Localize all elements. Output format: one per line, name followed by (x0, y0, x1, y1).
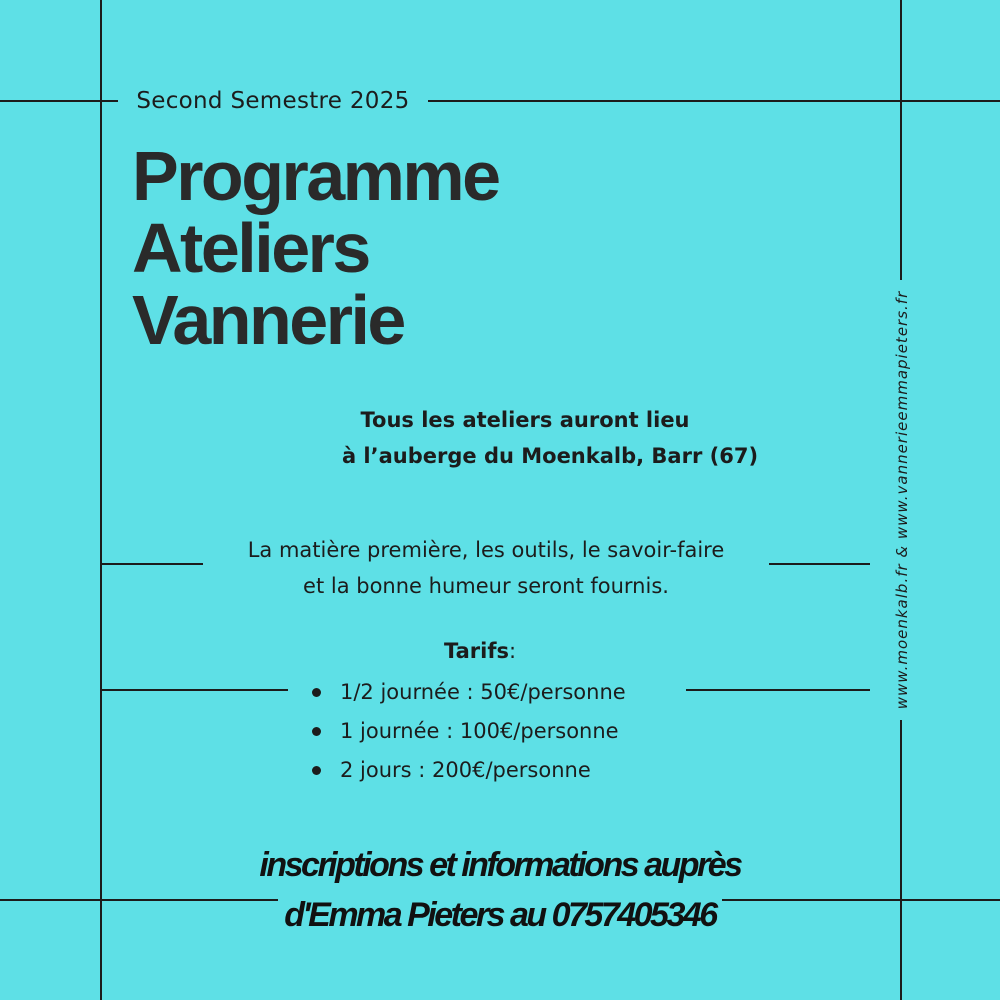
frame-line-left (100, 0, 102, 1000)
tarifs-heading (444, 636, 516, 666)
title-line-2: Ateliers (132, 209, 369, 287)
supplies-info (203, 532, 769, 604)
semester-label: Second Semestre 2025 (118, 86, 428, 116)
page-title (132, 137, 652, 359)
bullet-icon (312, 727, 321, 736)
price-item: 1/2 journée : 50€/personne (288, 673, 686, 712)
price-item: 1 journée : 100€/personne (288, 712, 686, 751)
venue-line-2: à l’auberge du Moenkalb, Barr (67) (341, 444, 759, 468)
tarifs-colon: : (508, 639, 517, 663)
venue-info (200, 402, 900, 474)
supplies-line-2: et la bonne humeur seront fournis. (303, 574, 669, 598)
title-line-1: Programme (132, 137, 499, 215)
contact-line-2: d'Emma Pieters au 0757405346 (278, 890, 721, 940)
venue-line-1: Tous les ateliers auront lieu (360, 408, 690, 432)
price-list (288, 673, 686, 790)
contact-line-1: inscriptions et informations auprès (259, 846, 741, 884)
bullet-icon (312, 688, 321, 697)
tarifs-label: Tarifs (444, 639, 509, 663)
price-item: 2 jours : 200€/personne (288, 751, 686, 790)
website-links: www.moenkalb.fr & www.vannerieemmapieters.fr (888, 280, 916, 720)
contact-info (200, 840, 800, 940)
supplies-line-1: La matière première, les outils, le savoir-faire (247, 538, 725, 562)
title-line-3: Vannerie (132, 281, 404, 359)
bullet-icon (312, 766, 321, 775)
